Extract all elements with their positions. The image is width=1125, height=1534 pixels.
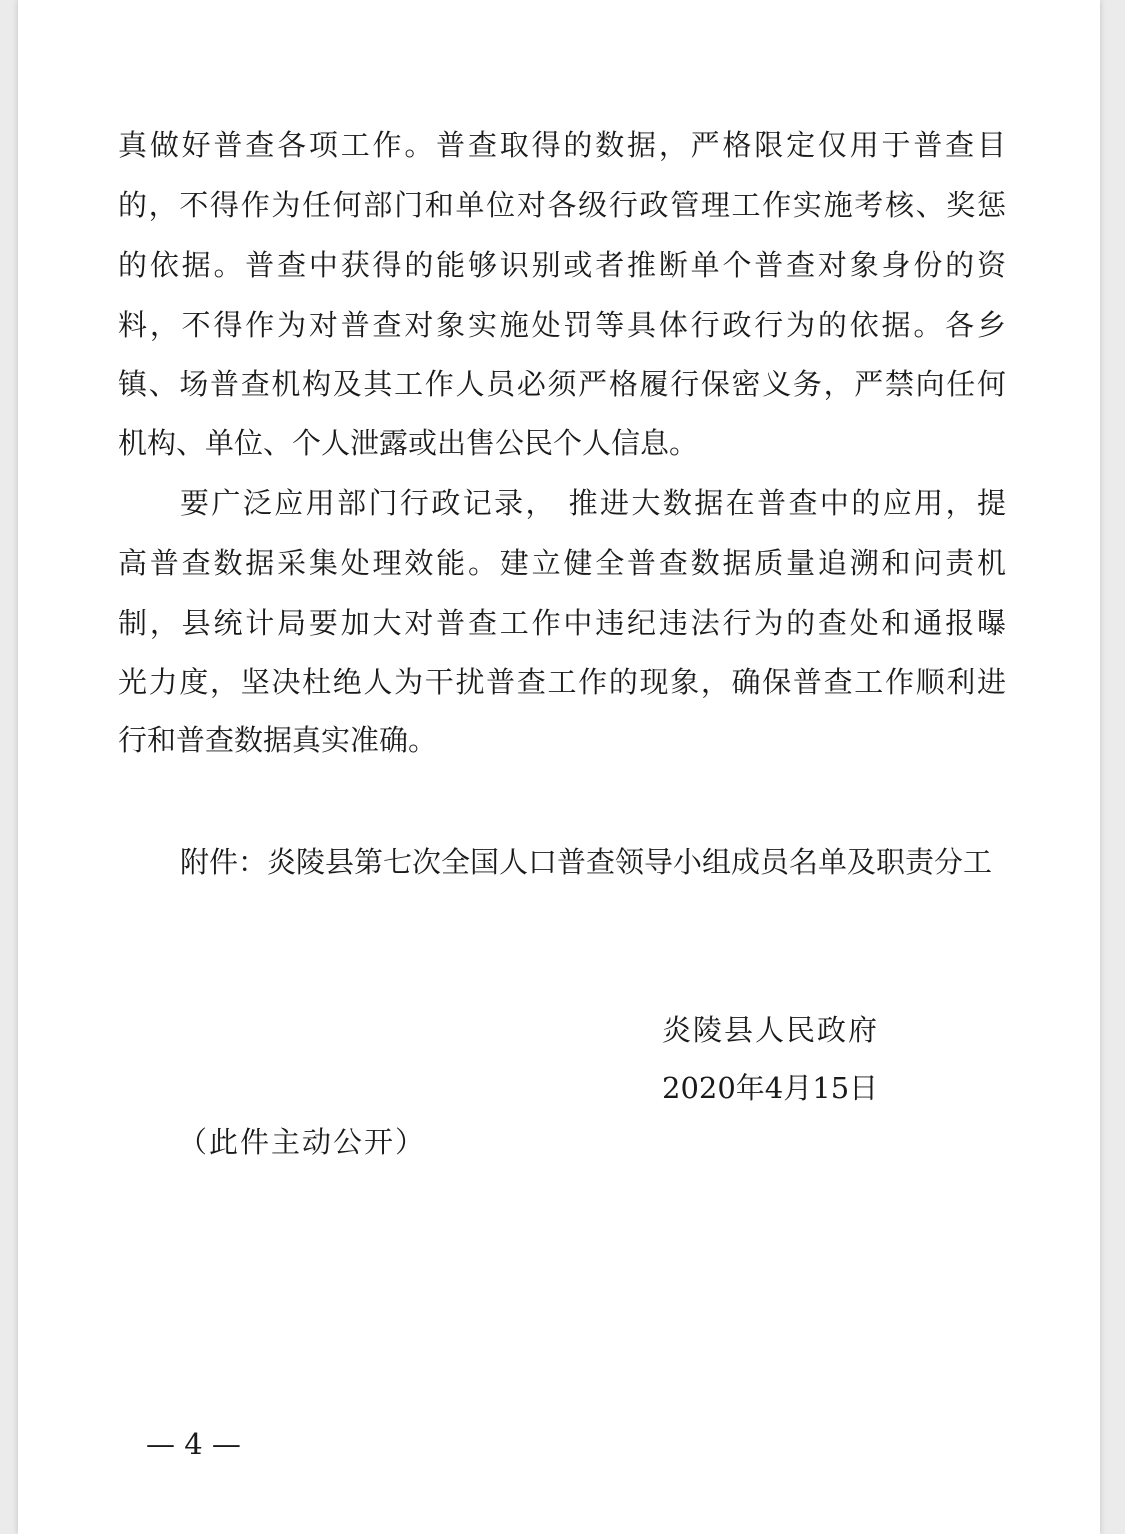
paragraph-2-line-2: 高普查数据采集处理效能。建立健全普查数据质量追溯和问责机 xyxy=(118,546,1006,580)
paragraph-2-line-3: 制，县统计局要加大对普查工作中违纪违法行为的查处和通报曝 xyxy=(118,606,1006,640)
paragraph-1-line-4: 料，不得作为对普查对象实施处罚等具体行政行为的依据。各乡 xyxy=(118,308,1006,342)
issue-date: 2020年4月15日 xyxy=(662,1071,879,1105)
paragraph-1-line-5: 镇、场普查机构及其工作人员必须严格履行保密义务，严禁向任何 xyxy=(118,367,1006,401)
document-page xyxy=(18,0,1100,1534)
paragraph-2-line-4: 光力度，坚决杜绝人为干扰普查工作的现象，确保普查工作顺利进 xyxy=(118,665,1006,699)
disclosure-note: （此件主动公开） xyxy=(178,1125,427,1159)
page-number: — 4 — xyxy=(146,1427,241,1461)
paragraph-2-line-1: 要广泛应用部门行政记录， 推进大数据在普查中的应用，提 xyxy=(180,486,1006,520)
paragraph-1-line-6: 机构、单位、个人泄露或出售公民个人信息。 xyxy=(118,426,699,460)
paragraph-1-line-2: 的，不得作为任何部门和单位对各级行政管理工作实施考核、奖惩 xyxy=(118,188,1006,222)
paragraph-2-line-5: 行和普查数据真实准确。 xyxy=(118,723,438,757)
paragraph-1-line-3: 的依据。普查中获得的能够识别或者推断单个普查对象身份的资 xyxy=(118,248,1006,282)
attachment-note: 附件：炎陵县第七次全国人口普查领导小组成员名单及职责分工 xyxy=(180,845,993,879)
paragraph-1-line-1: 真做好普查各项工作。普查取得的数据，严格限定仅用于普查目 xyxy=(118,128,1006,162)
issuing-organization: 炎陵县人民政府 xyxy=(662,1013,880,1047)
